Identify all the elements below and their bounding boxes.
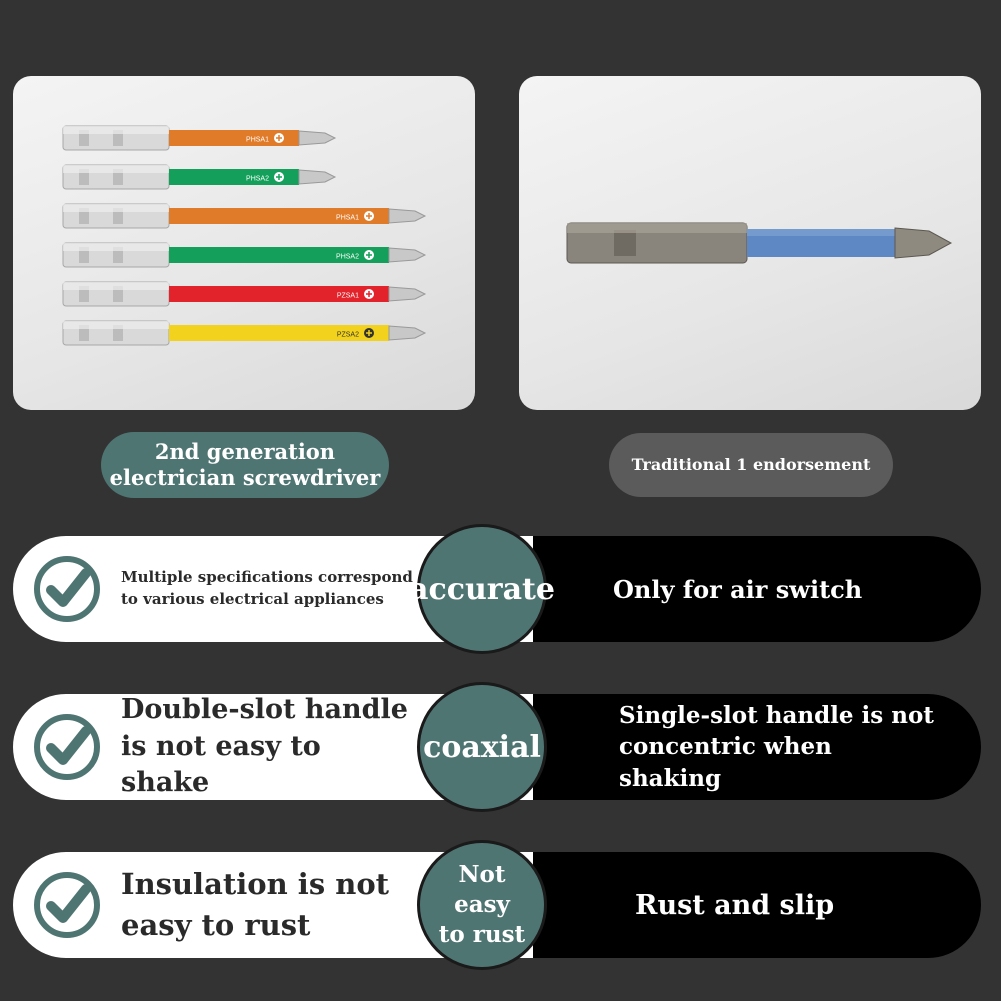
screwdriver-bit (567, 223, 951, 263)
phillips-plus-icon (364, 328, 374, 338)
screwdriver-bit (63, 204, 425, 228)
bit-label: PHSA1 (246, 136, 269, 144)
bit-label: PHSA2 (246, 175, 269, 183)
screwdriver-bit (63, 243, 425, 267)
new-product-image (13, 76, 475, 410)
phillips-plus-icon (364, 289, 374, 299)
check-circle-icon (31, 553, 103, 625)
traditional-screwdriver-bit (519, 76, 981, 410)
benefit-text: Multiple specifications correspond to various electrical appliances (121, 568, 413, 608)
benefit-text: Insulation is not easy to rust (121, 867, 390, 942)
traditional-product-image (519, 76, 981, 410)
drawback-text: Rust and slip (635, 889, 835, 921)
comparison-row-rust (13, 852, 981, 958)
screwdriver-bit (63, 126, 335, 150)
new-product-caption: 2nd generation electrician screwdriver (101, 432, 389, 498)
drawback-text: Single-slot handle is not concentric when shaking (619, 702, 934, 792)
keyword-badge: coaxial (417, 682, 547, 812)
comparison-row-coaxial (13, 694, 981, 800)
benefit-text: Double-slot handle is not easy to shake (121, 694, 408, 799)
traditional-product-caption: Traditional 1 endorsement (609, 433, 893, 497)
screwdriver-bit (63, 165, 335, 189)
bit-label: PHSA2 (336, 253, 359, 261)
phillips-plus-icon (274, 133, 284, 143)
bit-label: PZSA1 (336, 292, 359, 300)
phillips-plus-icon (274, 172, 284, 182)
screwdriver-bit (63, 282, 425, 306)
bit-label: PZSA2 (336, 331, 359, 339)
phillips-plus-icon (364, 211, 374, 221)
keyword-badge: Not easy to rust (417, 840, 547, 970)
check-circle-icon (31, 869, 103, 941)
screwdriver-bit (63, 321, 425, 345)
check-circle-icon (31, 711, 103, 783)
comparison-row-accuracy (13, 536, 981, 642)
phillips-plus-icon (364, 250, 374, 260)
drawback-text: Only for air switch (613, 574, 863, 604)
bit-label: PHSA1 (336, 214, 359, 222)
keyword-badge: accurate (417, 524, 547, 654)
screwdriver-bits-set (13, 76, 475, 410)
